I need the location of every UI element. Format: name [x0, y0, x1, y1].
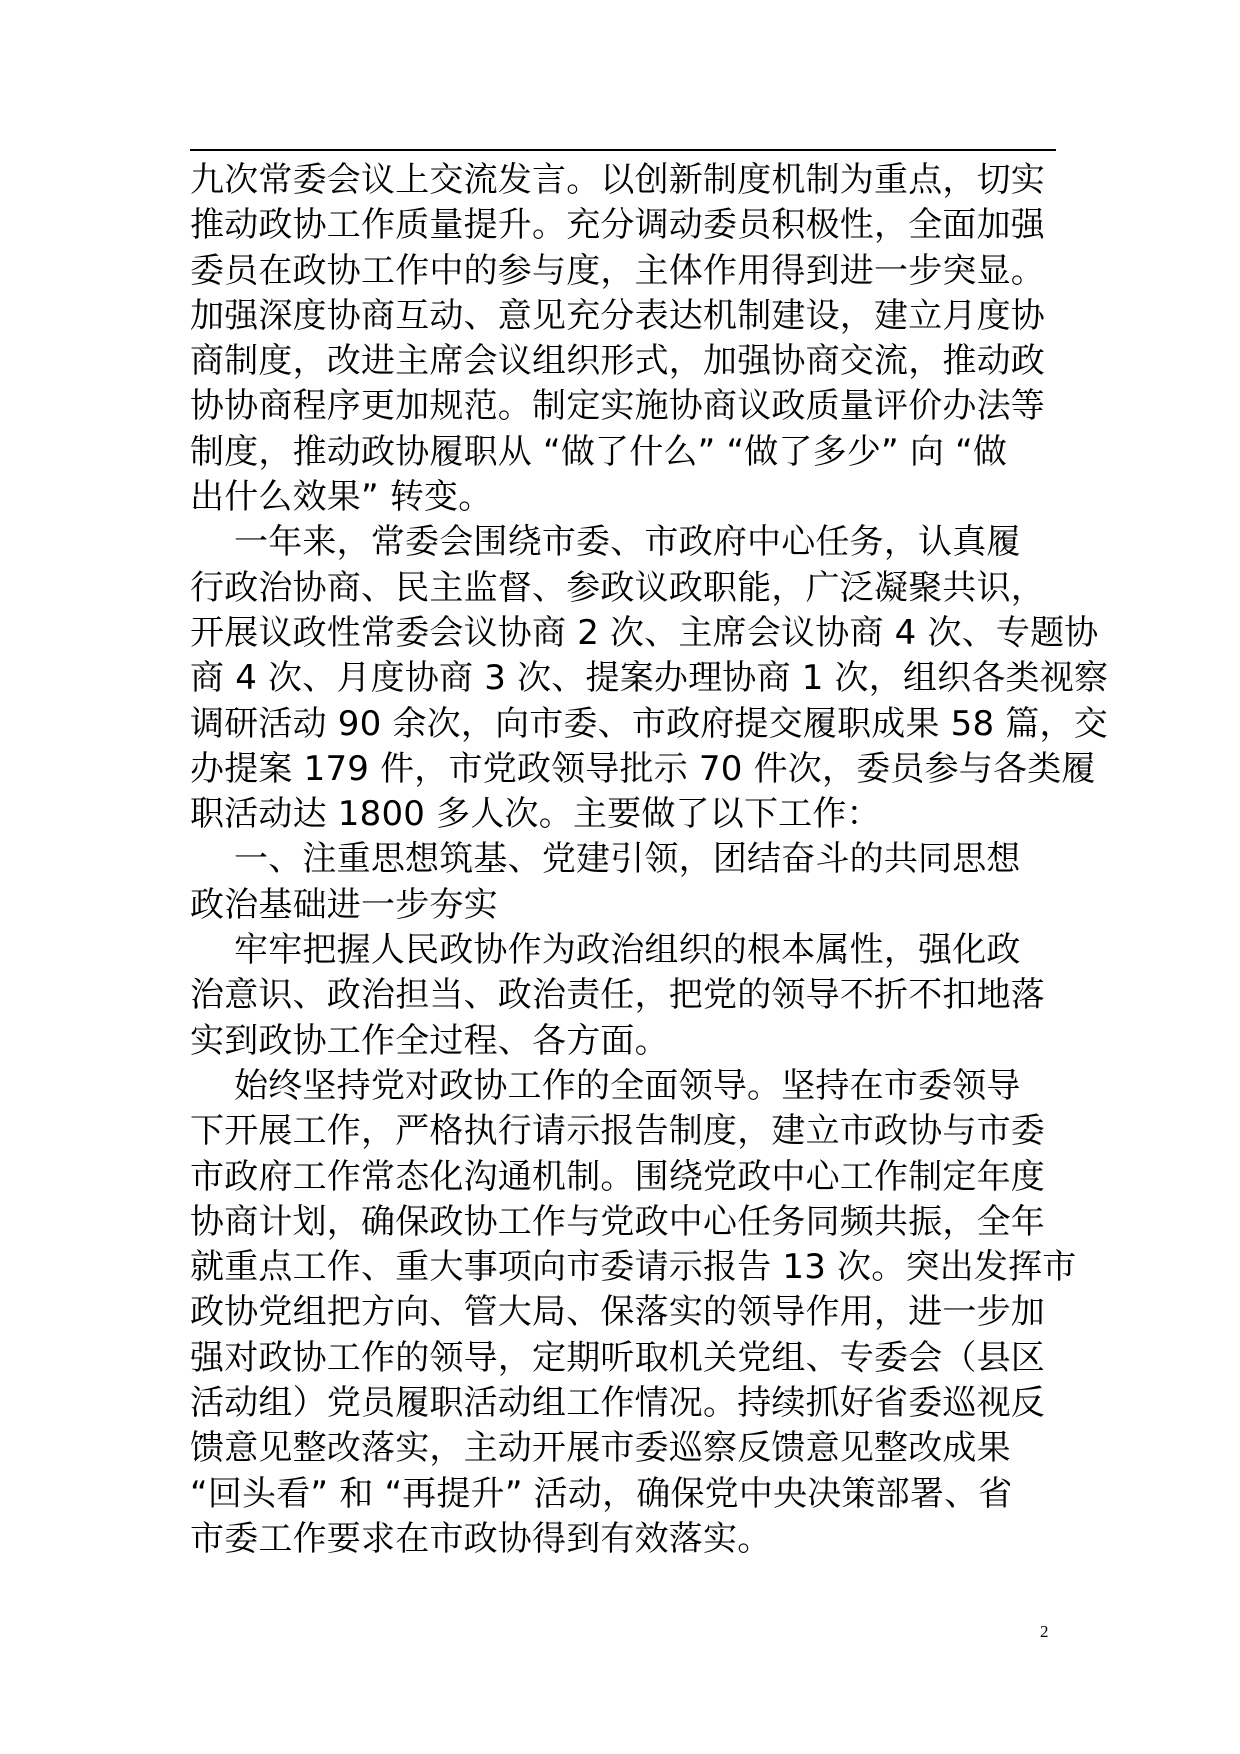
text-line: 下开展工作，严格执行请示报告制度，建立市政协与市委	[190, 1111, 1045, 1152]
text-line: 加强深度协商互动、意见充分表达机制建设，建立月度协	[190, 295, 1045, 336]
text-line: 调研活动 90 余次，向市委、市政府提交履职成果 58 篇，交	[190, 703, 1108, 744]
text-line: 推动政协工作质量提升。充分调动委员积极性，全面加强	[190, 205, 1045, 246]
text-line: 职活动达 1800 多人次。主要做了以下工作：	[190, 794, 881, 835]
text-line: 市政府工作常态化沟通机制。围绕党政中心工作制定年度	[190, 1156, 1045, 1197]
text-line: 九次常委会议上交流发言。以创新制度机制为重点，切实	[190, 160, 1045, 200]
text-line: 商制度，改进主席会议组织形式，加强协商交流，推动政	[190, 341, 1045, 382]
text-line: 协商计划，确保政协工作与党政中心任务同频共振，全年	[190, 1201, 1045, 1242]
text-line: “回头看” 和 “再提升” 活动，确保党中央决策部署、省	[190, 1473, 1013, 1514]
text-line: 开展议政性常委会议协商 2 次、主席会议协商 4 次、专题协	[190, 612, 1099, 653]
text-line: 就重点工作、重大事项向市委请示报告 13 次。突出发挥市	[190, 1247, 1077, 1288]
text-line: 协协商程序更加规范。制定实施协商议政质量评价办法等	[190, 386, 1045, 427]
text-line: 始终坚持党对政协工作的全面领导。坚持在市委领导	[190, 1065, 1021, 1106]
text-line: 一年来，常委会围绕市委、市政府中心任务，认真履	[190, 522, 1021, 563]
text-line: 商 4 次、月度协商 3 次、提案办理协商 1 次，组织各类视察	[190, 658, 1109, 699]
text-line: 市委工作要求在市政协得到有效落实。	[190, 1518, 772, 1559]
text-line: 制度，推动政协履职从 “做了什么” “做了多少” 向 “做	[190, 431, 1008, 472]
section-heading-line: 政治基础进一步夯实	[190, 884, 498, 925]
text-line: 行政治协商、民主监督、参政议政职能，广泛凝聚共识，	[190, 567, 1045, 608]
text-line: 实到政协工作全过程、各方面。	[190, 1020, 669, 1061]
text-line: 办提案 179 件，市党政领导批示 70 件次，委员参与各类履	[190, 748, 1096, 789]
text-line: 馈意见整改落实，主动开展市委巡察反馈意见整改成果	[190, 1428, 1011, 1469]
text-line: 出什么效果” 转变。	[190, 477, 493, 518]
header-rule	[190, 149, 1056, 151]
text-line: 活动组）党员履职活动组工作情况。持续抓好省委巡视反	[190, 1383, 1045, 1424]
text-line: 治意识、政治担当、政治责任，把党的领导不折不扣地落	[190, 975, 1045, 1016]
text-line: 政协党组把方向、管大局、保落实的领导作用，进一步加	[190, 1292, 1045, 1333]
text-line: 委员在政协工作中的参与度，主体作用得到进一步突显。	[190, 250, 1045, 291]
text-line: 牢牢把握人民政协作为政治组织的根本属性，强化政	[190, 930, 1021, 971]
text-line: 强对政协工作的领导，定期听取机关党组、专委会（县区	[190, 1337, 1045, 1378]
section-heading-line: 一、注重思想筑基、党建引领，团结奋斗的共同思想	[190, 839, 1021, 880]
body-text	[190, 158, 1109, 1562]
page-number: 2	[1040, 1622, 1049, 1641]
